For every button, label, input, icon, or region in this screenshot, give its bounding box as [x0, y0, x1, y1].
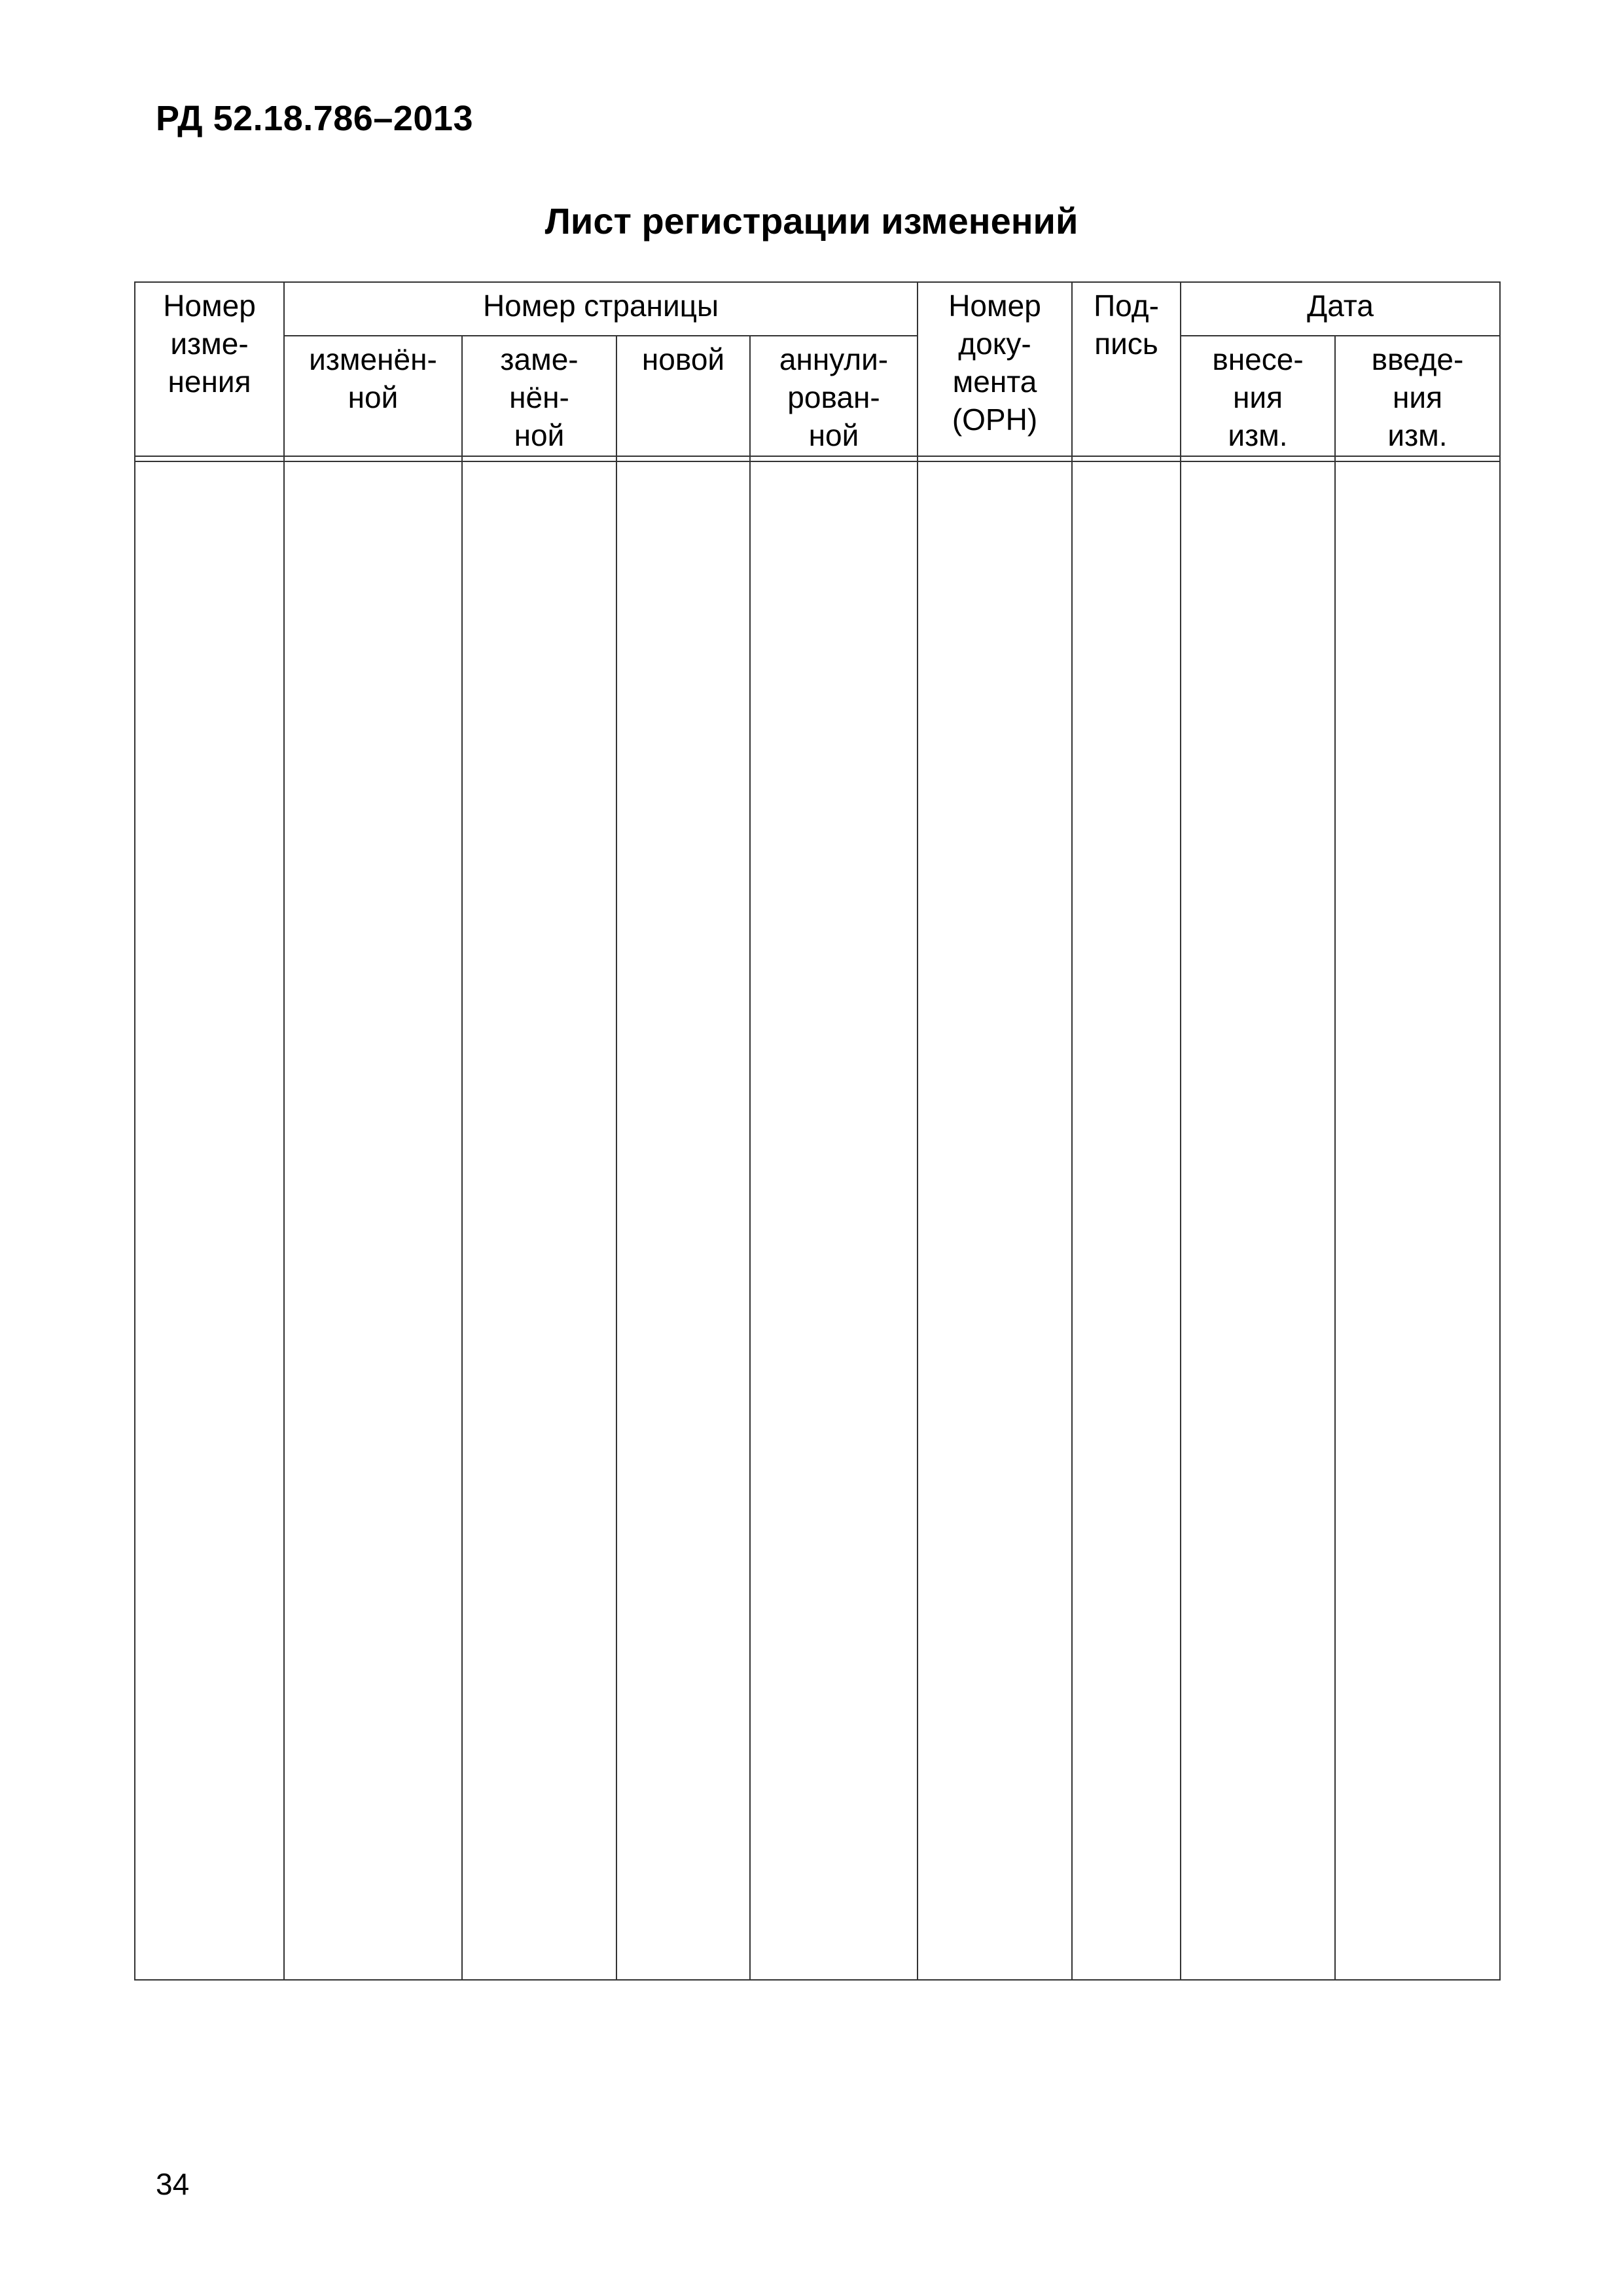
header-page-number-group: Номер страницы	[284, 282, 918, 336]
cell-signature	[1072, 461, 1181, 1980]
cell-annulled-page	[750, 461, 918, 1980]
header-annulled-page: аннули- рован- ной	[750, 336, 918, 456]
page-number: 34	[156, 2167, 190, 2201]
header-changed-page: изменён- ной	[284, 336, 462, 456]
cell-changed-page	[284, 461, 462, 1980]
cell-new-page	[616, 461, 750, 1980]
header-date-entered: внесе- ния изм.	[1181, 336, 1335, 456]
header-document-number: Номер доку- мента (ОРН)	[918, 282, 1072, 456]
cell-date-entered	[1181, 461, 1335, 1980]
cell-document-number	[918, 461, 1072, 1980]
header-replaced-page: заме- нён- ной	[462, 336, 616, 456]
table-body-row	[135, 461, 1500, 1980]
document-code: РД 52.18.786–2013	[156, 99, 473, 138]
page-title: Лист регистрации изменений	[544, 200, 1079, 242]
header-row-top	[135, 282, 1500, 336]
header-date-group: Дата	[1181, 282, 1500, 336]
header-separator-row	[135, 456, 1500, 461]
header-signature: Под- пись	[1072, 282, 1181, 456]
cell-change-number	[135, 461, 284, 1980]
cell-replaced-page	[462, 461, 616, 1980]
change-registration-table	[134, 281, 1501, 1981]
header-row-sub	[135, 336, 1500, 456]
header-change-number: Номер изме- нения	[135, 282, 284, 456]
header-date-effective: введе- ния изм.	[1335, 336, 1500, 456]
header-new-page: новой	[616, 336, 750, 456]
cell-date-effective	[1335, 461, 1500, 1980]
